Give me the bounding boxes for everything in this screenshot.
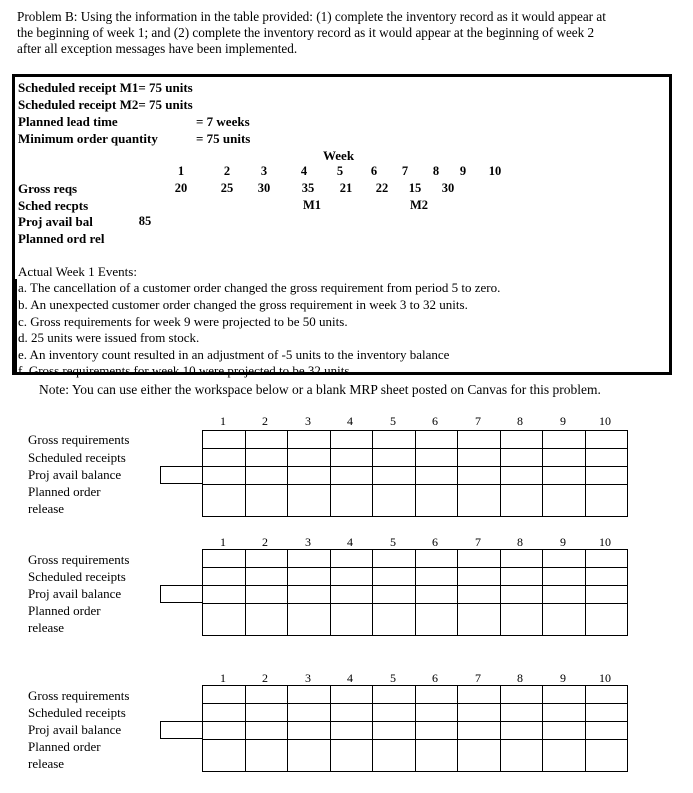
ws1-initial-balance-cell[interactable] [160,466,203,484]
scheduled-receipt-m2: Scheduled receipt M2= 75 units [18,97,193,112]
ws2-week: 7 [475,535,481,549]
ws1-week: 1 [220,414,226,428]
event-d: d. 25 units were issued from stock. [18,330,200,345]
minimum-order-quantity-label: Minimum order quantity [18,131,158,146]
gross-req-value: 21 [339,181,353,195]
record-week-7: 7 [401,164,409,178]
ws2-week: 3 [305,535,311,549]
ws2-planned-label-2: release [28,620,65,635]
gross-req-value: 35 [301,181,315,195]
proj-avail-bal-label: Proj avail bal [18,214,93,229]
events-title: Actual Week 1 Events: [18,264,137,279]
ws1-sched-label: Scheduled receipts [28,450,126,465]
record-week-2: 2 [223,164,231,178]
week-header: Week [323,148,355,163]
ws3-week: 5 [390,671,396,685]
proj-avail-start: 85 [138,214,152,228]
event-c: c. Gross requirements for week 9 were projected to be 50 units. [18,314,348,329]
ws2-grid[interactable] [202,549,628,636]
record-week-3: 3 [260,164,268,178]
ws3-week: 6 [432,671,438,685]
ws1-week: 10 [599,414,611,428]
record-week-5: 5 [336,164,344,178]
ws3-grid[interactable] [202,685,628,772]
planned-lead-time-label: Planned lead time [18,114,118,129]
ws1-grid[interactable] [202,430,628,517]
event-b: b. An unexpected customer order changed the gross requirement in week 3 to 32 units. [18,297,468,312]
ws2-week: 5 [390,535,396,549]
record-week-6: 6 [370,164,378,178]
sched-receipt-m1: M1 [302,198,322,212]
ws1-planned-label-2: release [28,501,65,516]
ws1-gross-label: Gross requirements [28,432,130,447]
sched-recpts-label: Sched recpts [18,198,89,213]
gross-req-value: 25 [220,181,234,195]
intro-line-3: after all exception messages have been implemented. [17,41,298,56]
record-week-4: 4 [300,164,308,178]
ws3-initial-balance-cell[interactable] [160,721,203,739]
scheduled-receipt-m1: Scheduled receipt M1= 75 units [18,80,193,95]
ws3-week: 10 [599,671,611,685]
gross-reqs-label: Gross reqs [18,181,78,196]
gross-req-value: 15 [408,181,422,195]
events-bracket [15,279,17,374]
ws2-proj-label: Proj avail balance [28,586,122,601]
ws2-gross-label: Gross requirements [28,552,130,567]
event-e: e. An inventory count resulted in an adjustment of -5 units to the inventory balance [18,347,450,362]
ws1-week: 3 [305,414,311,428]
ws3-week: 7 [475,671,481,685]
ws1-planned-label: Planned order [28,484,101,499]
gross-req-value: 30 [257,181,271,195]
ws1-week: 4 [347,414,353,428]
ws3-proj-label: Proj avail balance [28,722,122,737]
ws3-planned-label: Planned order [28,739,101,754]
ws1-week: 8 [517,414,523,428]
sched-receipt-m2: M2 [409,198,429,212]
ws2-week: 9 [560,535,566,549]
ws3-week: 3 [305,671,311,685]
planned-ord-rel-label: Planned ord rel [18,231,105,246]
ws2-sched-label: Scheduled receipts [28,569,126,584]
planned-lead-time-value: = 7 weeks [196,114,250,129]
record-week-8: 8 [432,164,440,178]
ws1-week: 5 [390,414,396,428]
gross-req-value: 30 [441,181,455,195]
ws2-planned-label: Planned order [28,603,101,618]
ws3-gross-label: Gross requirements [28,688,130,703]
ws2-week: 2 [262,535,268,549]
note: Note: You can use either the workspace below or a blank MRP sheet posted on Canvas for this problem. [39,382,601,397]
ws3-week: 2 [262,671,268,685]
ws2-week: 4 [347,535,353,549]
ws1-week: 7 [475,414,481,428]
intro-line-1: Problem B: Using the information in the table provided: (1) complete the inventory record as it would appear at [17,9,606,24]
problem-statement [17,9,682,57]
ws2-week: 8 [517,535,523,549]
minimum-order-quantity-value: = 75 units [196,131,251,146]
ws3-week: 1 [220,671,226,685]
ws1-week: 9 [560,414,566,428]
intro-line-2: the beginning of week 1; and (2) complete the inventory record as it would appear at the beginning of week 2 [17,25,595,40]
record-week-10: 10 [488,164,502,178]
ws3-sched-label: Scheduled receipts [28,705,126,720]
ws2-week: 6 [432,535,438,549]
ws3-week: 4 [347,671,353,685]
gross-req-value: 20 [174,181,188,195]
ws1-week: 2 [262,414,268,428]
event-a: a. The cancellation of a customer order changed the gross requirement from period 5 to zero. [18,280,501,295]
ws1-proj-label: Proj avail balance [28,467,122,482]
ws2-week: 1 [220,535,226,549]
record-week-9: 9 [459,164,467,178]
ws3-week: 8 [517,671,523,685]
ws2-week: 10 [599,535,611,549]
ws3-planned-label-2: release [28,756,65,771]
event-f: f. Gross requirements for week 10 were projected to be 32 units [18,363,350,378]
gross-req-value: 22 [375,181,389,195]
ws2-initial-balance-cell[interactable] [160,585,203,603]
ws3-week: 9 [560,671,566,685]
ws1-week: 6 [432,414,438,428]
record-week-1: 1 [177,164,185,178]
